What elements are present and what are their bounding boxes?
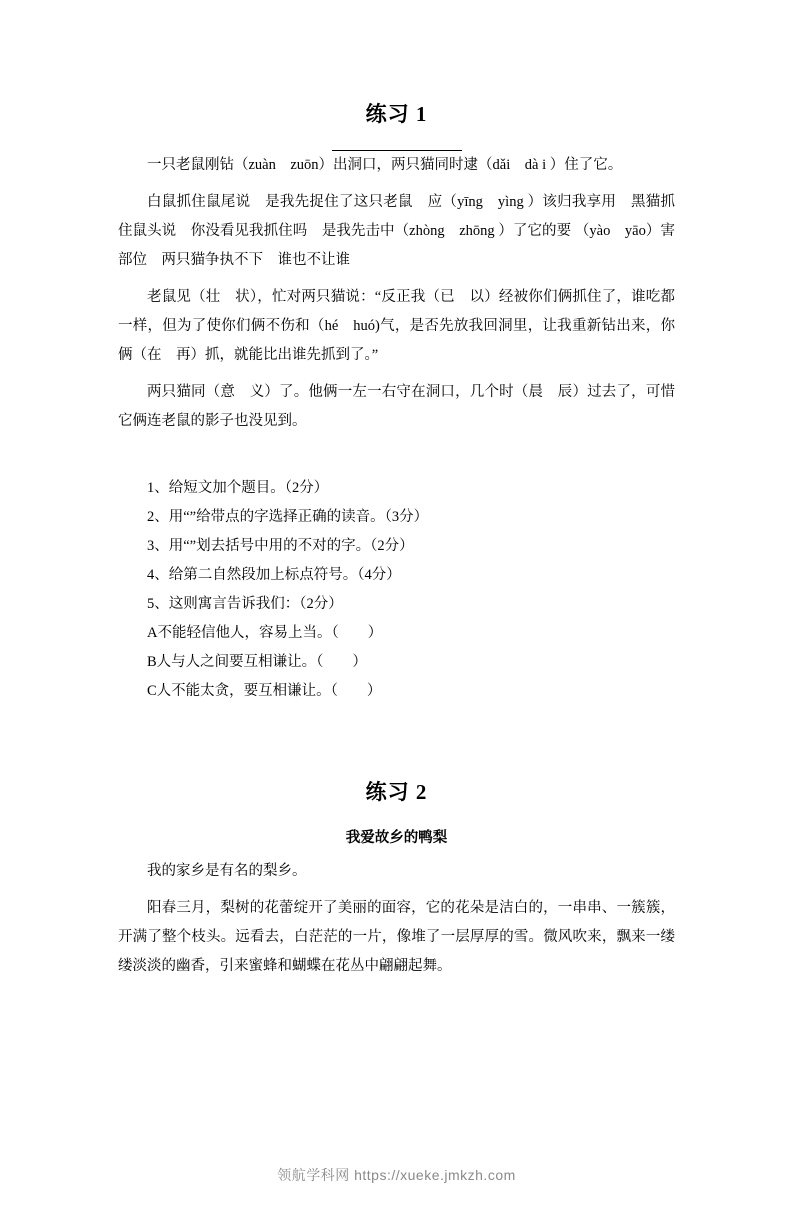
exercise-2-title: 练习 2: [365, 780, 428, 804]
footer-watermark: 领航学科网 https://xueke.jmkzh.com: [277, 1167, 516, 1183]
exercise-1-questions: [118, 474, 675, 706]
exercise-1-title: 练习 1: [365, 102, 428, 126]
passage-paragraph: 阳春三月，梨树的花蕾绽开了美丽的面容，它的花朵是洁白的，一串串、一簇簇，开满了整个枝头。远看去，白茫茫的一片，像堆了一层厚厚的雪。微风吹来，飘来一缕缕淡淡的幽香，引来蜜蜂和蝴蝶在花丛中翩翩起舞。: [118, 900, 675, 974]
passage-paragraph: 我的家乡是有名的梨乡。: [147, 863, 307, 879]
passage-paragraph: 两只猫同（意 义）了。他俩一左一右守在洞口，几个时（晨 辰）过去了，可惜它俩连老鼠的影子也没见到。: [118, 384, 675, 429]
exercise-1-passage: [118, 151, 675, 436]
passage-paragraph: 白鼠抓住鼠尾说 是我先捉住了这只老鼠 应（yīng yìng ）该归我享用 黑猫抓住鼠头说 你没看见我抓住吗 是我先击中（zhòng zhōng ）了它的要 （yào yāo）害部位 两只猫争执不下 谁也不让谁: [118, 194, 675, 268]
question-option-c: C人不能太贪，要互相谦让。（ ）: [147, 683, 382, 699]
question-option-a: A不能轻信他人，容易上当。（ ）: [147, 625, 383, 641]
question-item: 5、这则寓言告诉我们：（2分）: [147, 596, 343, 612]
passage-paragraph: 老鼠见（壮 状），忙对两只猫说：“反正我（已 以）经被你们俩抓住了，谁吃都一样，但为了使你们俩不伤和（hé huó)气，是否先放我回洞里，让我重新钻出来，你俩（在 再）抓，就能比出谁先抓到了。”: [118, 289, 675, 363]
passage-paragraph: 一只老鼠刚钻（zuàn zuōn）出洞口，两只猫同时逮（dǎi dà i ）住了它。: [147, 157, 623, 173]
exercise-2-subtitle: 我爱故乡的鸭梨: [345, 830, 448, 846]
question-item: 2、用“”给带点的字选择正确的读音。（3分）: [147, 509, 429, 525]
document-page: [0, 98, 793, 1220]
question-item: 1、给短文加个题目。（2分）: [147, 480, 329, 496]
question-item: 4、给第二自然段加上标点符号。（4分）: [147, 567, 401, 583]
exercise-2-passage: [118, 857, 675, 981]
question-item: 3、用“”划去括号中用的不对的字。（2分）: [147, 538, 414, 554]
question-option-b: B人与人之间要互相谦让。（ ）: [147, 654, 367, 670]
